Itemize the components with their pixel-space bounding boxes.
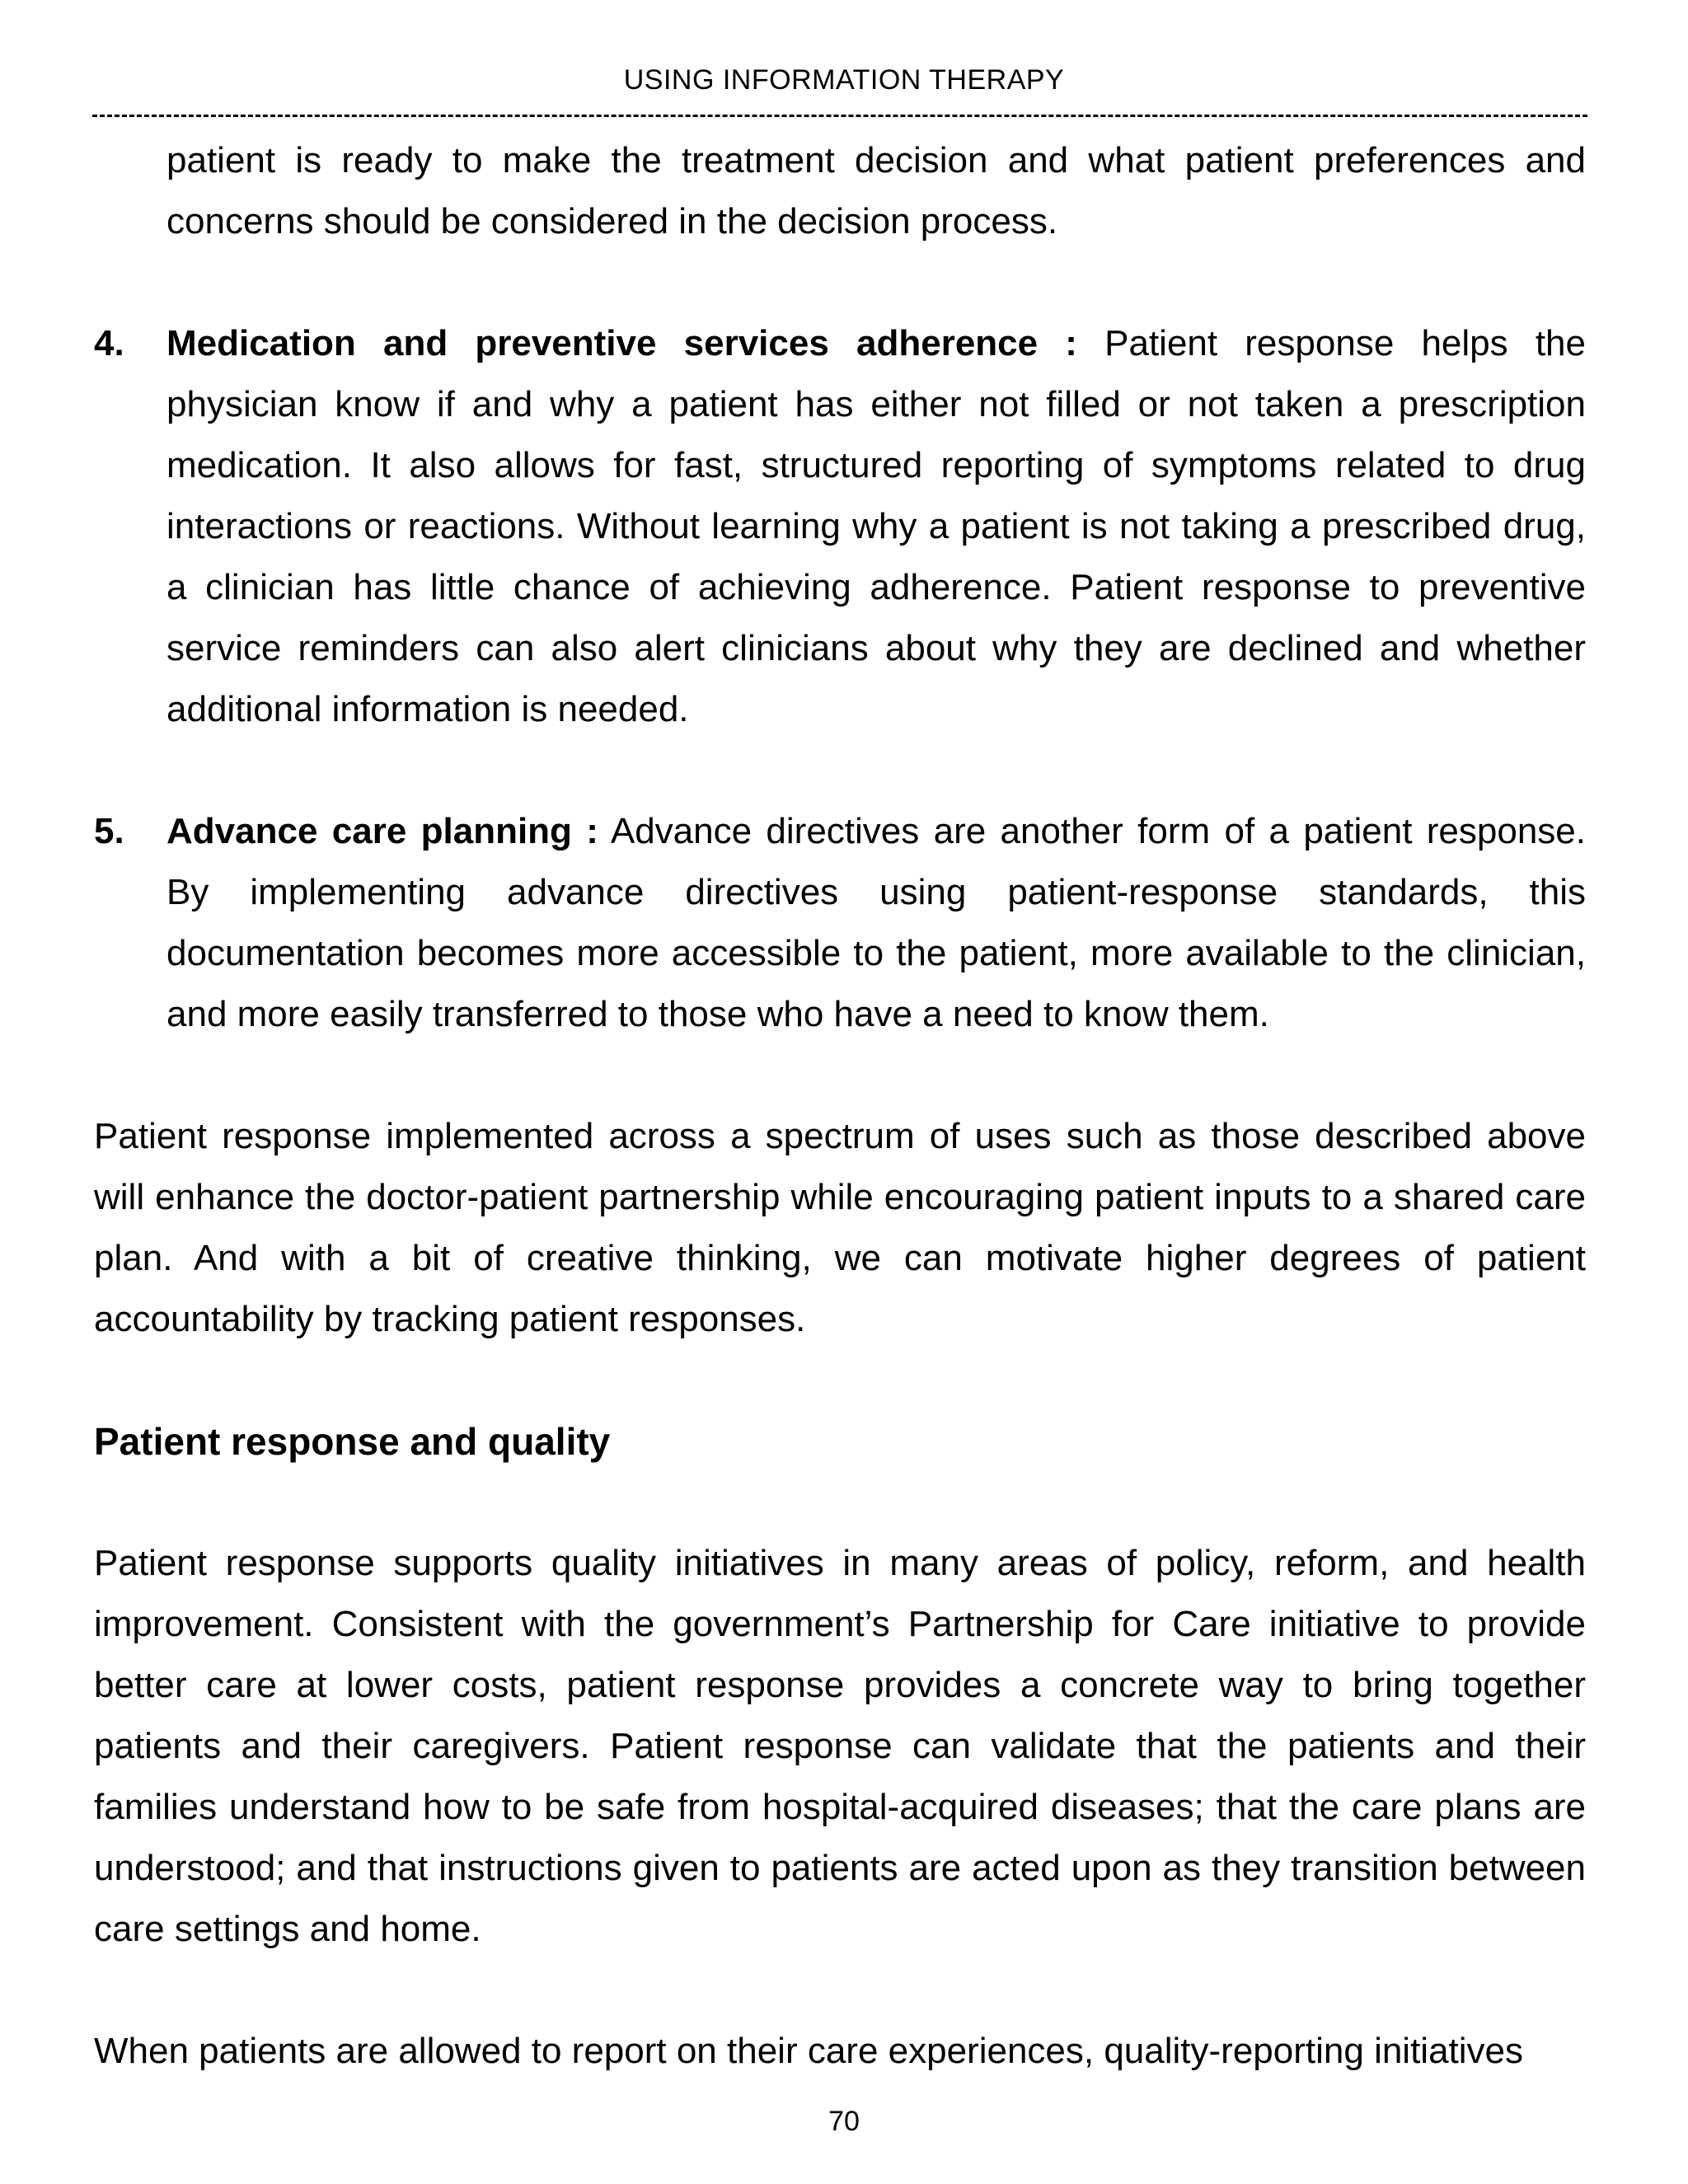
page-number: 70 — [828, 2106, 860, 2137]
reporting-paragraph: When patients are allowed to report on their care experiences, quality-reporting initiatives — [94, 2031, 1524, 2071]
list-item-lead: Medication and preventive services adherence : — [166, 323, 1077, 363]
list-item-4 — [94, 313, 1586, 740]
list-item-body: Patient response helps the physician know if and why a patient has either not filled or not taken a prescription medication. It also allows for fast, structured reporting of symptoms related to drug interactions or reactions. Without learning why a patient is not taking a prescribed drug, a clinician has little chance of achieving adherence. Patient response to preventive service reminders can also alert clinicians about why they are declined and whether additional information is needed. — [166, 323, 1586, 729]
header-divider — [92, 115, 1587, 117]
section-heading: Patient response and quality — [94, 1420, 611, 1463]
list-item-lead: Advance care planning : — [166, 811, 598, 851]
list-number: 5. — [94, 811, 124, 851]
list-item-body: Advance directives are another form of a patient response. By implementing advance directives using patient-response standards, this documentation becomes more accessible to the patient, more available to the clinician, and more easily transferred to those who have a need to know them. — [166, 811, 1587, 1034]
body-text — [94, 130, 1586, 2082]
list-number: 4. — [94, 323, 124, 363]
list-item-5 — [94, 801, 1586, 1045]
quality-paragraph: Patient response supports quality initiatives in many areas of policy, reform, and health improvement. Consistent with the government’s Partnership for Care initiative to provide better care at lower costs, patient response provides a concrete way to bring together patients and their caregivers. Patient response can validate that the patients and their families understand how to be safe from hospital-acquired diseases; that the care plans are understood; and that instructions given to patients are acted upon as they transition between care settings and home. — [94, 1543, 1586, 1949]
list-item-text — [166, 801, 1586, 1045]
running-head: USING INFORMATION THERAPY — [623, 64, 1065, 96]
summary-paragraph: Patient response implemented across a spectrum of uses such as those described above will enhance the doctor-patient partnership while encouraging patient inputs to a shared care plan. And with a bit of creative thinking, we can motivate higher degrees of patient accountability by tracking patient responses. — [94, 1116, 1586, 1339]
list-item-text — [166, 313, 1586, 740]
continuation-paragraph: patient is ready to make the treatment decision and what patient preferences and concerns should be considered in the decision process. — [166, 140, 1586, 241]
